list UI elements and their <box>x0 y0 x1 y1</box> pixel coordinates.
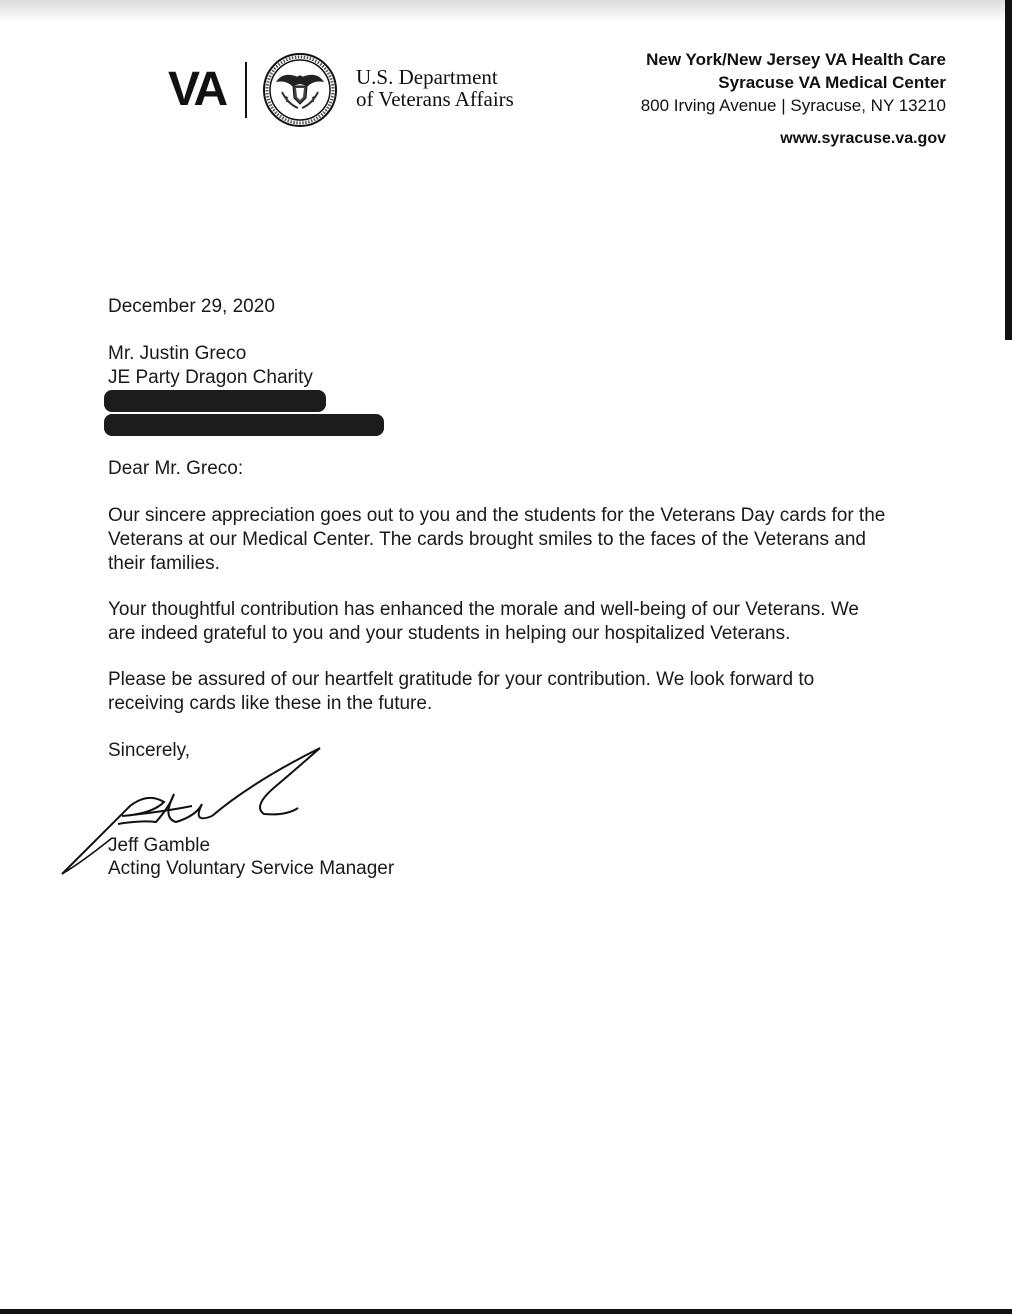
body-paragraph: Your thoughtful contribution has enhanced the morale and well-being of our Veterans. We are indeed grateful to you and your students in helping our hospitalized Veterans. <box>108 599 860 644</box>
scan-edge-bottom <box>0 1309 1012 1314</box>
facility-address: 800 Irving Avenue | Syracuse, NY 13210 <box>640 96 946 115</box>
logo-divider <box>245 62 247 118</box>
letter-date: December 29, 2020 <box>108 296 275 317</box>
va-logo: VA <box>168 63 226 116</box>
va-seal-icon <box>262 52 338 128</box>
signer-block <box>108 834 394 880</box>
facility-name: Syracuse VA Medical Center <box>718 73 946 92</box>
scan-edge-right <box>1005 0 1012 340</box>
recipient-name: Mr. Justin Greco <box>108 343 247 364</box>
signer-name: Jeff Gamble <box>108 835 211 856</box>
salutation: Dear Mr. Greco: <box>108 458 244 479</box>
recipient-block <box>108 342 313 390</box>
recipient-organization: JE Party Dragon Charity <box>108 367 313 388</box>
body-paragraph: Please be assured of our heartfelt gratitude for your contribution. We look forward to receiving cards like these in the future. <box>108 669 815 714</box>
redaction-mark <box>104 390 326 412</box>
scan-shadow <box>0 0 1012 22</box>
closing: Sincerely, <box>108 740 191 761</box>
redaction-mark <box>104 414 384 436</box>
signer-title: Acting Voluntary Service Manager <box>108 858 395 879</box>
network-name: New York/New Jersey VA Health Care <box>646 50 946 69</box>
department-name-line2: of Veterans Affairs <box>356 87 514 111</box>
body-paragraph: Our sincere appreciation goes out to you and the students for the Veterans Day cards for the Veterans at our Medical Center. The cards brought smiles to the faces of the Veterans and their families. <box>108 505 886 574</box>
website-link[interactable]: www.syracuse.va.gov <box>780 130 946 147</box>
facility-block <box>641 48 946 117</box>
department-name-line1: U.S. Department <box>356 65 498 89</box>
department-name <box>356 66 514 110</box>
